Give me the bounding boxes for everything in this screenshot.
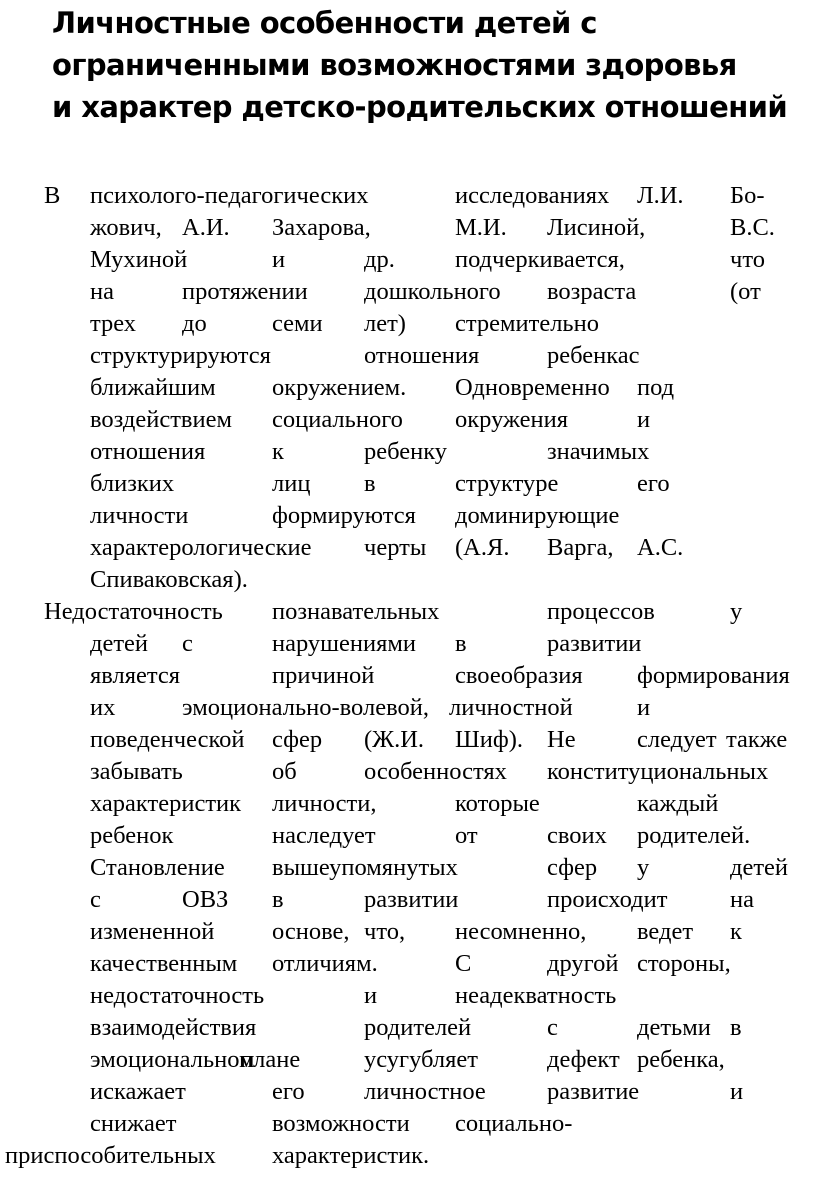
word: окружения	[455, 406, 568, 433]
word: их	[90, 694, 116, 721]
word: ребенок	[90, 822, 174, 849]
word: структуре	[455, 470, 559, 497]
word: конституциональных	[547, 758, 769, 785]
word: характерологические	[90, 534, 312, 561]
word: и	[637, 406, 651, 433]
word: его	[637, 470, 670, 497]
word: М.И.	[455, 214, 507, 241]
text-line	[0, 820, 816, 852]
text-line	[0, 852, 816, 884]
word: лиц	[272, 470, 311, 497]
word: развитие	[547, 1078, 640, 1105]
word: ближайшим	[90, 374, 216, 401]
word: ребенку	[364, 438, 448, 465]
word: развитии	[547, 630, 642, 657]
text-line	[0, 1108, 816, 1140]
word: доминирующие	[455, 502, 620, 529]
word: Спиваковская).	[90, 566, 248, 593]
word: родителей	[364, 1014, 472, 1041]
word: (от	[730, 278, 761, 305]
word: снижает	[90, 1110, 177, 1137]
text-line	[0, 884, 816, 916]
word: познавательных	[272, 598, 440, 625]
word: Варга,	[547, 534, 614, 561]
word: А.С.	[637, 534, 684, 561]
word: Л.И.	[637, 182, 684, 209]
word: его	[272, 1078, 305, 1105]
word: окружением.	[272, 374, 407, 401]
word: детей	[90, 630, 149, 657]
text-line	[0, 628, 816, 660]
word: своих	[547, 822, 607, 849]
word: воздействием	[90, 406, 232, 433]
text-line	[0, 1076, 816, 1108]
word: и	[364, 982, 378, 1009]
word: следует	[637, 726, 717, 753]
text-line	[0, 724, 816, 756]
text-line	[0, 1044, 816, 1076]
word: родителей.	[637, 822, 751, 849]
word: недостаточность	[90, 982, 265, 1009]
word: социально-	[455, 1110, 573, 1137]
word: сфер	[272, 726, 323, 753]
paragraph	[0, 596, 816, 1172]
paragraph	[0, 180, 816, 596]
word: и	[730, 1078, 744, 1105]
word: др.	[364, 246, 395, 273]
word: с	[182, 630, 193, 657]
word: и	[272, 246, 286, 273]
word: (Ж.И.	[364, 726, 425, 753]
word: до	[182, 310, 207, 337]
word: вышеупомянутых	[272, 854, 458, 881]
word: усугубляет	[364, 1046, 478, 1073]
word: социального	[272, 406, 403, 433]
word: на	[730, 886, 754, 913]
text-line	[0, 276, 816, 308]
text-line	[0, 212, 816, 244]
word: в	[272, 886, 284, 913]
word: детей	[730, 854, 789, 881]
word: значимых	[547, 438, 650, 465]
word: приспособительных	[5, 1142, 216, 1169]
word: другой	[547, 950, 619, 977]
word: поведенческой	[90, 726, 245, 753]
word: с	[90, 886, 101, 913]
word: в	[455, 630, 467, 657]
text-line	[0, 404, 816, 436]
word: протяжении	[182, 278, 308, 305]
title-line: Личностные особенности детей с	[52, 6, 597, 40]
word: об	[272, 758, 297, 785]
word: от	[455, 822, 478, 849]
word: личностное	[364, 1078, 486, 1105]
word: качественным	[90, 950, 238, 977]
text-line	[0, 660, 816, 692]
word: причиной	[272, 662, 375, 689]
word: стремительно	[455, 310, 599, 337]
text-line	[0, 1140, 816, 1172]
text-line	[0, 980, 816, 1012]
word: структурируются	[90, 342, 271, 369]
word: забывать	[90, 758, 183, 785]
word: и	[637, 694, 651, 721]
word: семи	[272, 310, 323, 337]
word: психолого-педагогических	[90, 182, 369, 209]
word: личности,	[272, 790, 377, 817]
word: измененной	[90, 918, 215, 945]
word: жович,	[90, 214, 162, 241]
word: Шиф).	[455, 726, 523, 753]
word: ребенкас	[547, 342, 640, 369]
word: неадекватность	[455, 982, 617, 1009]
word: плане	[240, 1046, 301, 1073]
word: под	[637, 374, 675, 401]
word: (А.Я.	[455, 534, 510, 561]
body-text	[0, 180, 816, 1172]
word: является	[90, 662, 181, 689]
word: Не	[547, 726, 576, 753]
word: к	[272, 438, 284, 465]
word: в	[730, 1014, 742, 1041]
text-line	[0, 180, 816, 212]
word: каждый	[637, 790, 719, 817]
text-line	[0, 340, 816, 372]
word: несомненно,	[455, 918, 587, 945]
text-line	[0, 436, 816, 468]
word: Недостаточность	[44, 598, 223, 625]
word: основе,	[272, 918, 350, 945]
word: Бо-	[730, 182, 765, 209]
text-line	[0, 532, 816, 564]
word: нарушениями	[272, 630, 417, 657]
page-title	[52, 2, 812, 128]
word: отношения	[364, 342, 480, 369]
word: С	[455, 950, 472, 977]
word: что	[730, 246, 765, 273]
word: на	[90, 278, 114, 305]
word: ребенка,	[637, 1046, 725, 1073]
word: сфер	[547, 854, 598, 881]
text-line	[0, 1012, 816, 1044]
word: характеристик.	[272, 1142, 430, 1169]
text-line	[0, 372, 816, 404]
word: личности	[90, 502, 189, 529]
word: в	[364, 470, 376, 497]
word: детьми	[637, 1014, 711, 1041]
word: также	[726, 726, 788, 753]
word: А.И.	[182, 214, 230, 241]
word: происходит	[547, 886, 668, 913]
word: стороны,	[637, 950, 731, 977]
title-line: ограниченными возможностями здоровья	[52, 48, 737, 82]
word: трех	[90, 310, 137, 337]
word: наследует	[272, 822, 376, 849]
text-line	[0, 788, 816, 820]
word: личностной	[449, 694, 573, 721]
word: отношения	[90, 438, 206, 465]
word: процессов	[547, 598, 655, 625]
word: у	[730, 598, 743, 625]
word: у	[637, 854, 650, 881]
word: эмоциональном	[90, 1046, 255, 1073]
word: развитии	[364, 886, 459, 913]
word: отличиям.	[272, 950, 378, 977]
word: формирования	[637, 662, 790, 689]
word: подчеркивается,	[455, 246, 625, 273]
word: исследованиях	[455, 182, 610, 209]
word: черты	[364, 534, 427, 561]
word: дефект	[547, 1046, 620, 1073]
title-line: и характер детско-родительских отношений	[52, 90, 788, 124]
word: ведет	[637, 918, 694, 945]
text-line	[0, 244, 816, 276]
word: характеристик	[90, 790, 242, 817]
text-line	[0, 596, 816, 628]
word: которые	[455, 790, 540, 817]
word: своеобразия	[455, 662, 583, 689]
word: с	[547, 1014, 558, 1041]
word: взаимодействия	[90, 1014, 257, 1041]
word: Становление	[90, 854, 225, 881]
text-line	[0, 692, 816, 724]
word: искажает	[90, 1078, 186, 1105]
text-line	[0, 500, 816, 532]
word: дошкольного	[364, 278, 501, 305]
word: ОВЗ	[182, 886, 229, 913]
word: Лисиной,	[547, 214, 646, 241]
text-line	[0, 564, 816, 596]
word: Одновременно	[455, 374, 610, 401]
text-line	[0, 916, 816, 948]
word: возможности	[272, 1110, 410, 1137]
word: лет)	[364, 310, 406, 337]
word: формируются	[272, 502, 416, 529]
word: эмоционально-волевой,	[182, 694, 429, 721]
text-line	[0, 468, 816, 500]
word: близких	[90, 470, 175, 497]
word: к	[730, 918, 742, 945]
word: Захарова,	[272, 214, 371, 241]
word: возраста	[547, 278, 637, 305]
word: Мухиной	[90, 246, 188, 273]
word: В.С.	[730, 214, 775, 241]
text-line	[0, 308, 816, 340]
word: особенностях	[364, 758, 507, 785]
word: что,	[364, 918, 406, 945]
text-line	[0, 756, 816, 788]
word: В	[44, 182, 61, 209]
text-line	[0, 948, 816, 980]
